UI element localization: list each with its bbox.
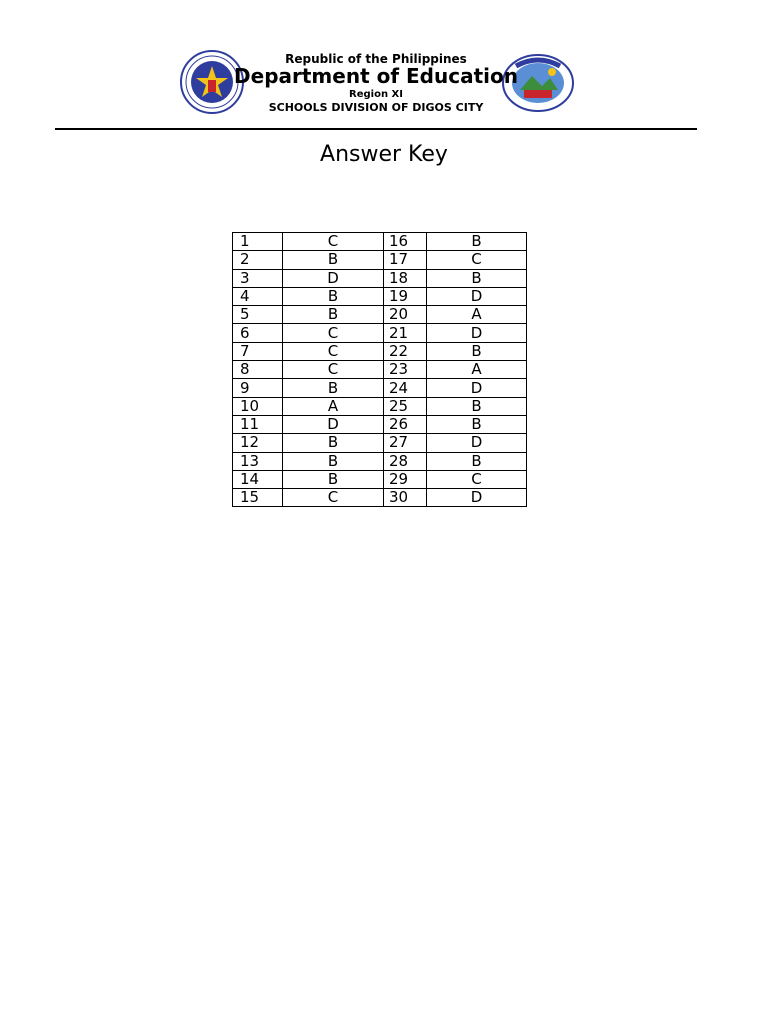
item-number-cell: 19 xyxy=(384,287,427,305)
answer-cell: C xyxy=(283,342,384,360)
item-number-cell: 6 xyxy=(233,324,283,342)
answer-key-table xyxy=(232,232,527,507)
item-number-cell: 20 xyxy=(384,306,427,324)
item-number-cell: 25 xyxy=(384,397,427,415)
answer-cell: C xyxy=(283,489,384,507)
item-number-cell: 2 xyxy=(233,251,283,269)
item-number-cell: 14 xyxy=(233,470,283,488)
item-number-cell: 12 xyxy=(233,434,283,452)
table-row xyxy=(233,287,527,305)
table-row xyxy=(233,306,527,324)
letterhead xyxy=(0,0,768,130)
item-number-cell: 23 xyxy=(384,361,427,379)
table-row xyxy=(233,470,527,488)
answer-cell: D xyxy=(427,287,527,305)
republic-heading: Republic of the Philippines xyxy=(285,52,467,66)
answer-cell: D xyxy=(427,434,527,452)
item-number-cell: 9 xyxy=(233,379,283,397)
item-number-cell: 27 xyxy=(384,434,427,452)
item-number-cell: 22 xyxy=(384,342,427,360)
answer-cell: C xyxy=(283,324,384,342)
table-row xyxy=(233,415,527,433)
table-row xyxy=(233,361,527,379)
item-number-cell: 30 xyxy=(384,489,427,507)
answer-cell: B xyxy=(283,470,384,488)
item-number-cell: 15 xyxy=(233,489,283,507)
item-number-cell: 28 xyxy=(384,452,427,470)
table-row xyxy=(233,489,527,507)
table-row xyxy=(233,379,527,397)
header-divider xyxy=(55,128,697,130)
table-row xyxy=(233,233,527,251)
answer-cell: B xyxy=(283,306,384,324)
answer-cell: B xyxy=(427,452,527,470)
item-number-cell: 1 xyxy=(233,233,283,251)
division-heading: SCHOOLS DIVISION OF DIGOS CITY xyxy=(268,101,484,114)
table-row xyxy=(233,251,527,269)
item-number-cell: 24 xyxy=(384,379,427,397)
item-number-cell: 17 xyxy=(384,251,427,269)
answer-cell: C xyxy=(283,233,384,251)
answer-cell: B xyxy=(283,452,384,470)
table-row xyxy=(233,269,527,287)
item-number-cell: 16 xyxy=(384,233,427,251)
table-row xyxy=(233,397,527,415)
department-heading: Department of Education xyxy=(234,64,518,88)
item-number-cell: 10 xyxy=(233,397,283,415)
table-row xyxy=(233,342,527,360)
answer-table-body xyxy=(233,233,527,507)
answer-cell: B xyxy=(427,415,527,433)
answer-cell: D xyxy=(283,415,384,433)
table-row xyxy=(233,452,527,470)
answer-cell: B xyxy=(283,287,384,305)
item-number-cell: 5 xyxy=(233,306,283,324)
item-number-cell: 4 xyxy=(233,287,283,305)
answer-cell: A xyxy=(427,361,527,379)
answer-cell: B xyxy=(427,233,527,251)
answer-cell: D xyxy=(427,324,527,342)
item-number-cell: 13 xyxy=(233,452,283,470)
page-title: Answer Key xyxy=(320,142,448,167)
answer-cell: C xyxy=(427,470,527,488)
answer-cell: B xyxy=(283,251,384,269)
answer-cell: D xyxy=(283,269,384,287)
item-number-cell: 18 xyxy=(384,269,427,287)
answer-cell: B xyxy=(427,269,527,287)
table-row xyxy=(233,324,527,342)
answer-cell: B xyxy=(427,342,527,360)
answer-cell: B xyxy=(283,434,384,452)
item-number-cell: 7 xyxy=(233,342,283,360)
answer-cell: B xyxy=(427,397,527,415)
item-number-cell: 26 xyxy=(384,415,427,433)
item-number-cell: 3 xyxy=(233,269,283,287)
answer-cell: A xyxy=(283,397,384,415)
item-number-cell: 29 xyxy=(384,470,427,488)
answer-cell: B xyxy=(283,379,384,397)
item-number-cell: 8 xyxy=(233,361,283,379)
answer-cell: C xyxy=(283,361,384,379)
answer-cell: C xyxy=(427,251,527,269)
answer-cell: A xyxy=(427,306,527,324)
item-number-cell: 21 xyxy=(384,324,427,342)
region-heading: Region XI xyxy=(349,89,403,100)
table-row xyxy=(233,434,527,452)
answer-cell: D xyxy=(427,379,527,397)
item-number-cell: 11 xyxy=(233,415,283,433)
answer-cell: D xyxy=(427,489,527,507)
